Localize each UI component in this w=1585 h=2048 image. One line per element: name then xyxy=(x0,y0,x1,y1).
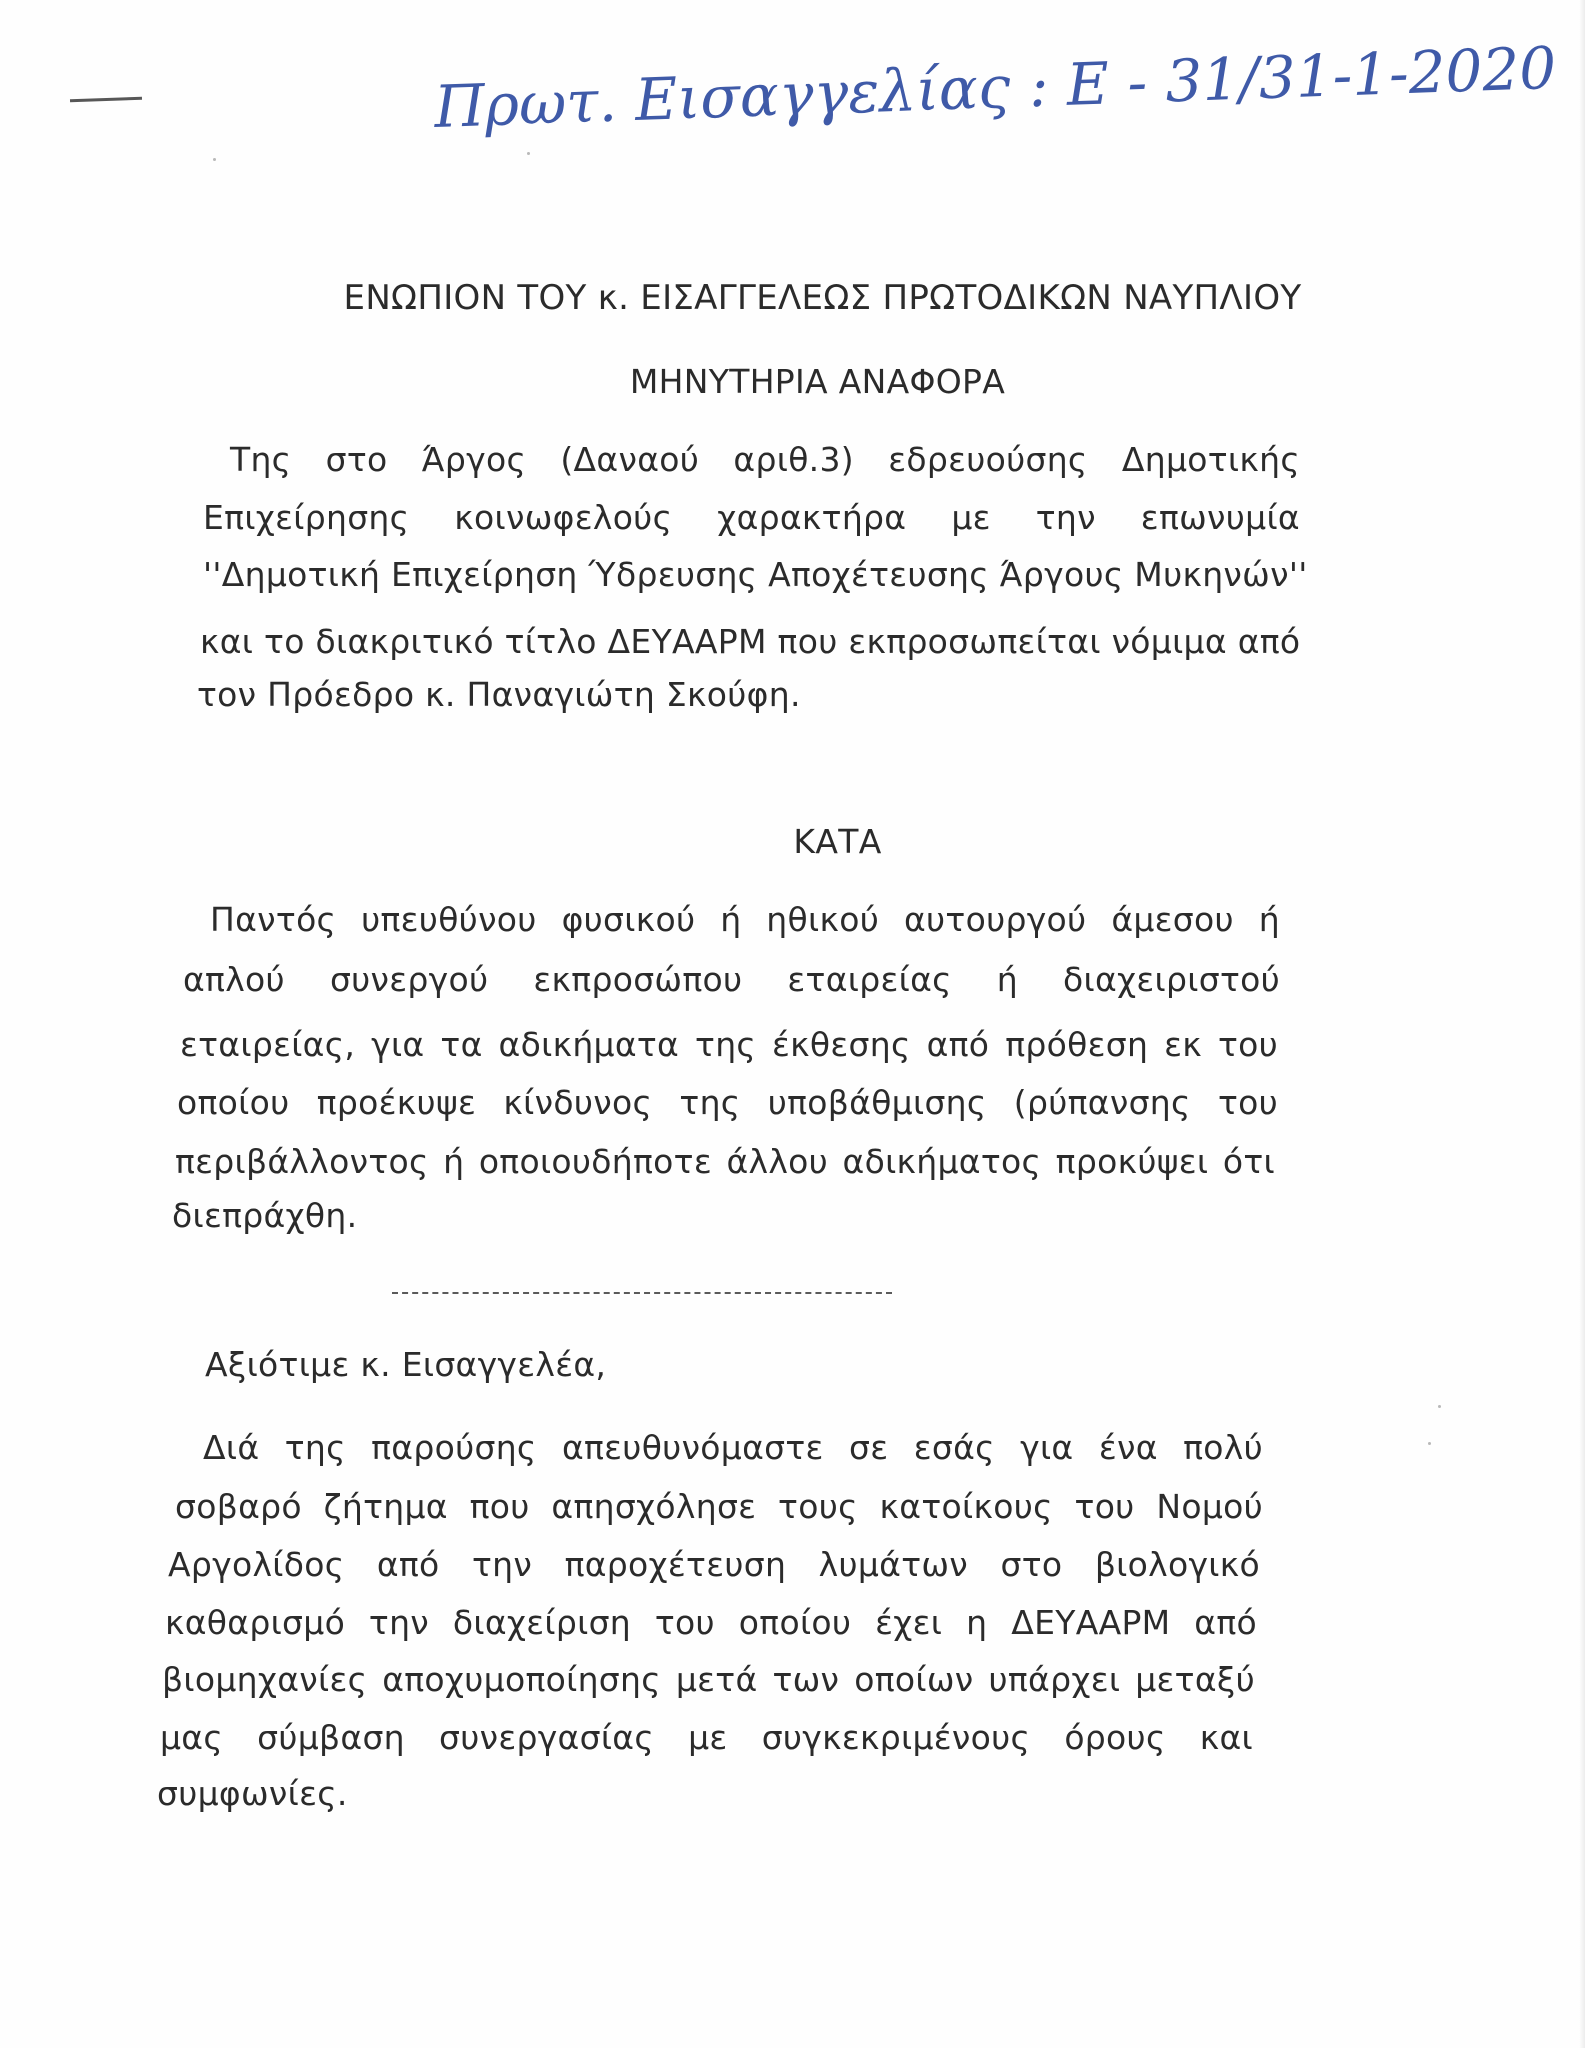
body-line: βιομηχανίες αποχυμοποίησης μετά των οποίων υπάρχει μεταξύ xyxy=(162,1660,1255,1699)
complainant-line: τον Πρόεδρο κ. Παναγιώτη Σκούφη. xyxy=(197,675,801,714)
court-heading xyxy=(0,278,1585,318)
scan-speck xyxy=(213,158,216,161)
against-line: οποίου προέκυψε κίνδυνος της υποβάθμισης (ρύπανσης του xyxy=(177,1083,1278,1122)
body-line: καθαρισμό την διαχείριση του οποίου έχει η ΔΕΥΑΑΡΜ από xyxy=(165,1603,1257,1642)
against-heading xyxy=(0,822,1585,862)
complainant-line: Της στο Άργος (Δαναού αριθ.3) εδρευούσης Δημοτικής xyxy=(230,440,1300,479)
against-heading-text: ΚΑΤΑ xyxy=(793,822,882,861)
against-line: περιβάλλοντος ή οποιουδήποτε άλλου αδικήματος προκύψει ότι xyxy=(175,1142,1275,1181)
handwritten-text: Πρωτ. Εισαγγελίας : Ε - 31/31-1-2020 xyxy=(433,33,1558,141)
body-line: Αργολίδος από την παροχέτευση λυμάτων στο βιολογικό xyxy=(168,1545,1260,1584)
scan-speck xyxy=(1428,1442,1431,1445)
salutation: Αξιότιμε κ. Εισαγγελέα, xyxy=(205,1345,607,1384)
document-type-heading xyxy=(0,362,1585,402)
against-line: εταιρείας, για τα αδικήματα της έκθεσης από πρόθεση εκ του xyxy=(180,1025,1278,1064)
against-line: απλού συνεργού εκπροσώπου εταιρείας ή διαχειριστού xyxy=(183,960,1280,999)
dashed-divider xyxy=(392,1292,892,1294)
against-line: διεπράχθη. xyxy=(172,1196,358,1235)
handwritten-registration-note xyxy=(433,33,1558,165)
complainant-line: και το διακριτικό τίτλο ΔΕΥΑΑΡΜ που εκπροσωπείται νόμιμα από xyxy=(200,622,1301,661)
complainant-line: Επιχείρησης κοινωφελούς χαρακτήρα με την επωνυμία xyxy=(203,498,1300,537)
against-line: Παντός υπευθύνου φυσικού ή ηθικού αυτουργού άμεσου ή xyxy=(210,900,1280,939)
body-line: συμφωνίες. xyxy=(157,1774,348,1813)
court-heading-text: ΕΝΩΠΙΟΝ ΤΟΥ κ. ΕΙΣΑΓΓΕΛΕΩΣ ΠΡΩΤΟΔΙΚΩΝ ΝΑΥΠΛΙΟΥ xyxy=(343,278,1302,318)
body-line: σοβαρό ζήτημα που απησχόλησε τους κατοίκους του Νομού xyxy=(175,1487,1263,1526)
document-type-text: ΜΗΝΥΤΗΡΙΑ ΑΝΑΦΟΡΑ xyxy=(629,362,1006,401)
body-line: Διά της παρούσης απευθυνόμαστε σε εσάς για ένα πολύ xyxy=(203,1428,1263,1467)
margin-pen-mark xyxy=(70,97,142,103)
complainant-line: ''Δημοτική Επιχείρηση Ύδρευσης Αποχέτευσης Άργους Μυκηνών'' xyxy=(203,555,1308,594)
scan-speck xyxy=(1438,1405,1441,1408)
body-line: μας σύμβαση συνεργασίας με συγκεκριμένους όρους και xyxy=(160,1718,1253,1757)
